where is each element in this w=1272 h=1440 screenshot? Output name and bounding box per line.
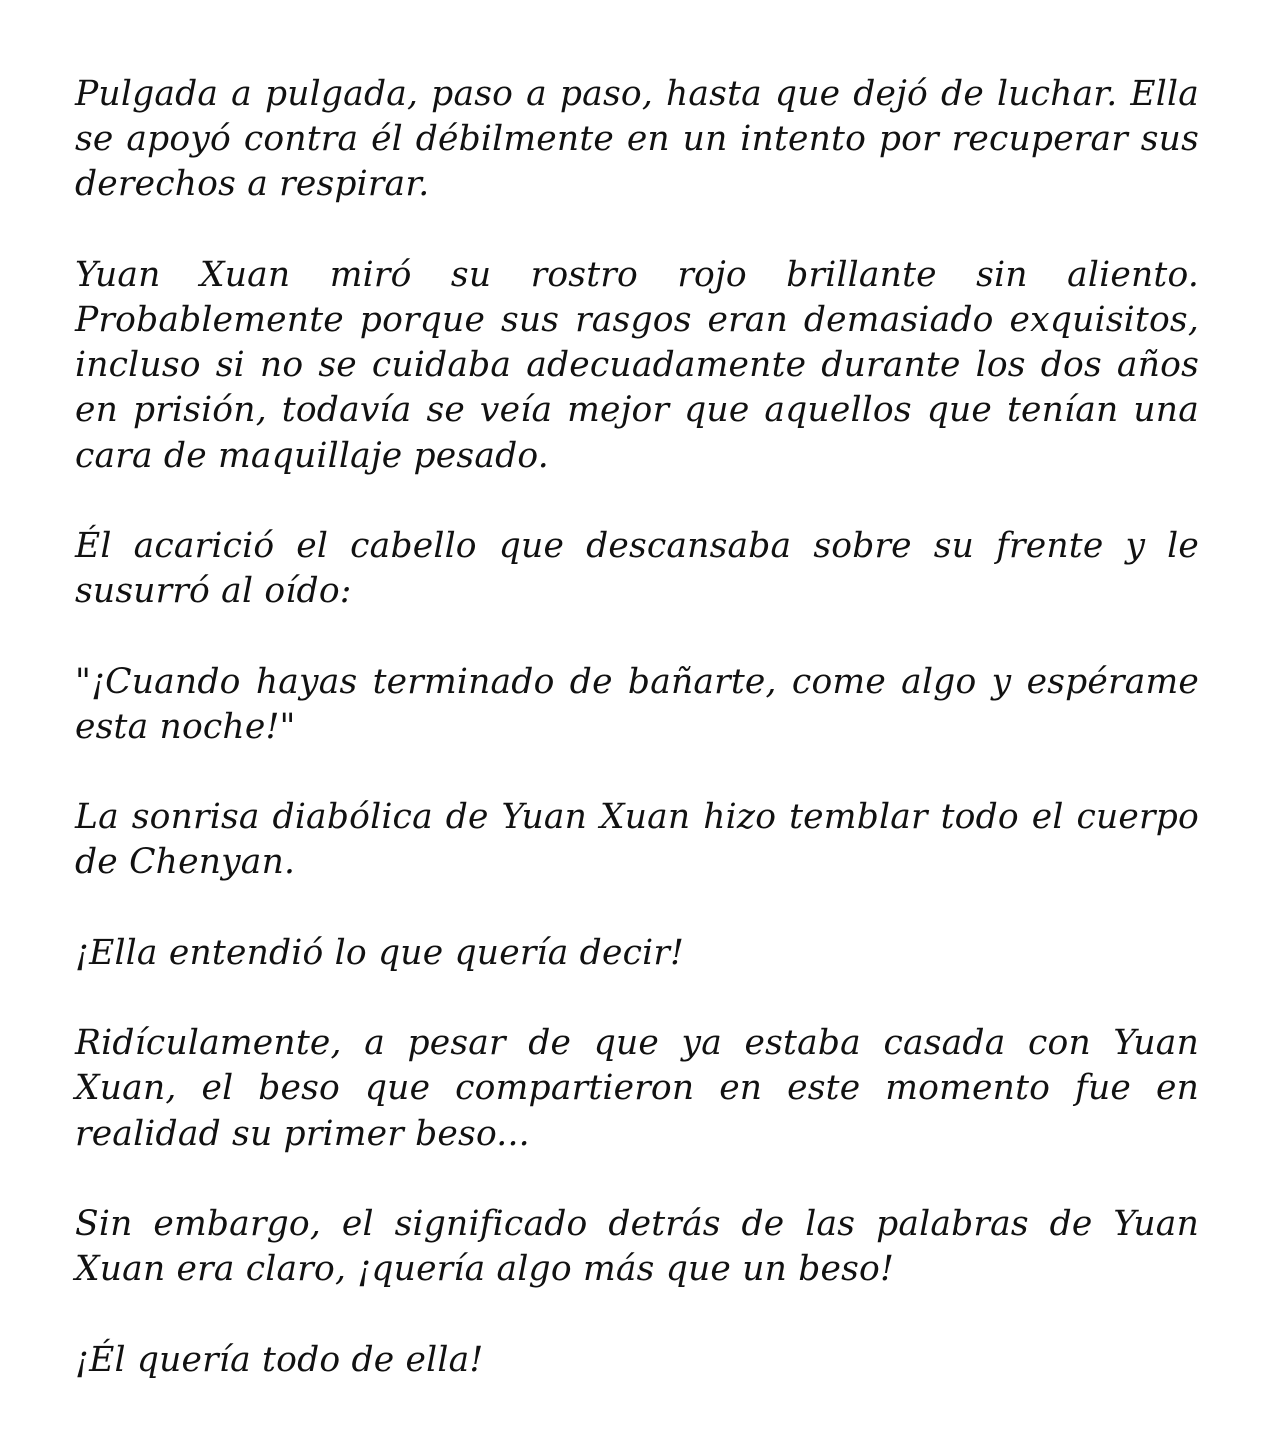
paragraph-3: Él acarició el cabello que descansaba sobre su frente y le susurró al oído: [75, 526, 1199, 612]
paragraph-8: Sin embargo, el significado detrás de las palabras de Yuan Xuan era claro, ¡quería algo más que un beso! [75, 1203, 1199, 1290]
paragraph-1: Pulgada a pulgada, paso a paso, hasta que dejó de luchar. Ella se apoyó contra él débilmente en un intento por recuperar sus derechos a respirar. [75, 74, 1199, 205]
paragraph-5: La sonrisa diabólica de Yuan Xuan hizo temblar todo el cuerpo de Chenyan. [75, 797, 1199, 883]
document-body [75, 72, 1199, 1383]
paragraph-6: ¡Ella entendió lo que quería decir! [75, 932, 685, 973]
paragraph-2: Yuan Xuan miró su rostro rojo brillante sin aliento. Probablemente porque sus rasgos eran demasiado exquisitos, incluso si no se cuidaba adecuadamente durante los dos años en prisión, todavía se veía mejor que aquellos que tenían una cara de maquillaje pesado. [75, 254, 1199, 476]
paragraph-7: Ridículamente, a pesar de que ya estaba casada con Yuan Xuan, el beso que compartieron en este momento fue en realidad su primer beso... [75, 1023, 1199, 1154]
paragraph-9: ¡Él quería todo de ella! [75, 1339, 484, 1380]
paragraph-4: "¡Cuando hayas terminado de bañarte, come algo y espérame esta noche!" [75, 661, 1199, 747]
